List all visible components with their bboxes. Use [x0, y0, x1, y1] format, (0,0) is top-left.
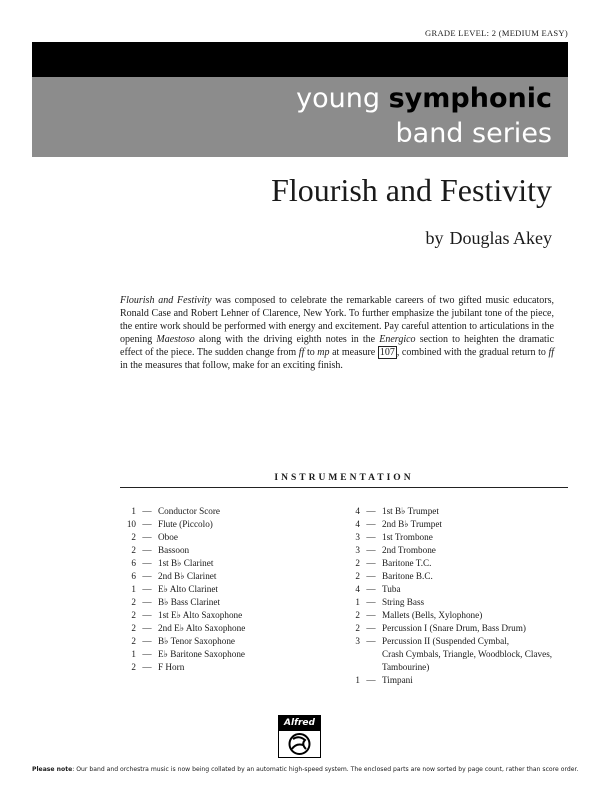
instrument-name: 2nd E♭ Alto Saxophone — [158, 623, 246, 633]
instrument-name: Bassoon — [158, 545, 190, 555]
instrument-name: Flute (Piccolo) — [158, 519, 213, 529]
instrument-name: Mallets (Bells, Xylophone) — [382, 610, 483, 620]
instrument-dash: — — [366, 558, 376, 568]
instrument-dash: — — [142, 558, 152, 568]
instrument-name: Oboe — [158, 532, 178, 542]
instrument-dash: — — [366, 597, 376, 607]
desc-maestoso: Maestoso — [156, 333, 195, 345]
instrument-qty: 2 — [131, 662, 136, 672]
instrument-dash: — — [142, 545, 152, 555]
instrument-qty: 2 — [355, 558, 360, 568]
instrument-dash: — — [366, 519, 376, 529]
series-word-young: young — [296, 83, 381, 114]
desc-text-4: at measure — [329, 346, 378, 358]
instrument-name: Percussion II (Suspended Cymbal, — [382, 636, 510, 646]
instrument-qty: 2 — [131, 623, 136, 633]
instrument-dash: — — [142, 597, 152, 607]
instrument-row — [344, 518, 552, 531]
note-label: Please note — [32, 766, 73, 773]
instrument-qty: 2 — [131, 636, 136, 646]
instrument-qty: 1 — [131, 649, 136, 659]
desc-title: Flourish and Festivity — [120, 295, 212, 306]
instrument-qty: 6 — [131, 558, 136, 568]
desc-text-1: was composed to celebrate the remarkable careers of two gifted music educators, Ronald Case and Robert Lehner of Clarence, New York. To further emphasize the jubilant tone of the piece, the entire work should be performed with energy and excitement. Pay careful attention to articulations in the opening — [120, 295, 554, 345]
instrument-dash: — — [366, 636, 376, 646]
instrument-name: 1st E♭ Alto Saxophone — [158, 610, 243, 620]
instrument-qty: 2 — [355, 610, 360, 620]
description — [120, 295, 554, 372]
instrument-row — [120, 531, 245, 544]
instrument-qty: 1 — [131, 584, 136, 594]
series-logo — [296, 81, 552, 151]
instrument-name: Percussion I (Snare Drum, Bass Drum) — [382, 623, 526, 633]
instrument-dash: — — [142, 662, 152, 672]
instrument-dash: — — [366, 506, 376, 516]
instrument-qty: 6 — [131, 571, 136, 581]
instrument-list-left — [120, 505, 245, 674]
desc-mp: mp — [317, 346, 330, 358]
instrument-row — [120, 557, 245, 570]
instrument-qty: 2 — [355, 623, 360, 633]
instrument-dash: — — [142, 610, 152, 620]
instrument-row — [344, 622, 552, 635]
instrument-row — [344, 531, 552, 544]
composer — [426, 228, 553, 249]
instrument-row — [344, 544, 552, 557]
instrument-dash: — — [366, 623, 376, 633]
instrument-row — [120, 648, 245, 661]
instrument-name: Baritone B.C. — [382, 571, 433, 581]
piece-title: Flourish and Festivity — [271, 172, 552, 208]
instrument-row — [344, 635, 552, 648]
instrument-name: 1st B♭ Trumpet — [382, 506, 439, 516]
header-black-bar — [32, 42, 568, 77]
instrument-name: E♭ Baritone Saxophone — [158, 649, 246, 659]
desc-measure-box: 107 — [379, 346, 395, 358]
instrument-qty: 2 — [355, 571, 360, 581]
note-text: : Our band and orchestra music is now being collated by an automatic high-speed system. The enclosed parts are now sorted by page count, rather than score order. — [72, 766, 579, 773]
instrument-qty: 1 — [355, 675, 360, 685]
instrument-row — [120, 596, 245, 609]
alfred-logo-text: Alfred — [279, 716, 320, 731]
instrument-dash: — — [142, 571, 152, 581]
instrument-qty: 2 — [131, 597, 136, 607]
desc-text-3: section to heighten the dramatic effect of the piece. The sudden change from — [120, 333, 555, 358]
instrument-row — [344, 609, 552, 622]
instrument-row — [120, 609, 245, 622]
instrument-qty: 10 — [126, 519, 136, 529]
instrument-dash: — — [366, 610, 376, 620]
instrument-row — [344, 557, 552, 570]
instrument-row — [344, 505, 552, 518]
instrument-dash: — — [142, 636, 152, 646]
desc-text-5: , combined with the gradual return to — [396, 346, 549, 358]
desc-ff2: ff — [548, 346, 554, 358]
instrument-name: 1st Trombone — [382, 532, 433, 542]
instrument-dash: — — [366, 532, 376, 542]
instrument-qty: 2 — [131, 545, 136, 555]
series-word-symphonic: symphonic — [388, 83, 552, 114]
instrument-name: Conductor Score — [158, 506, 221, 516]
instrument-qty: 4 — [355, 584, 360, 594]
instrument-row — [120, 505, 245, 518]
instrument-qty: 4 — [355, 506, 360, 516]
alfred-logo-mark — [279, 731, 320, 757]
instrument-qty: 1 — [355, 597, 360, 607]
instrument-qty: 3 — [355, 532, 360, 542]
instrument-row — [120, 583, 245, 596]
instrument-name: Timpani — [382, 675, 413, 685]
instrument-dash: — — [142, 532, 152, 542]
instrument-name: String Bass — [382, 597, 425, 607]
instrument-row — [344, 596, 552, 609]
instrument-name: F Horn — [158, 662, 185, 672]
instrument-name: Tuba — [382, 584, 401, 594]
instrument-row — [120, 544, 245, 557]
instrument-row — [120, 570, 245, 583]
alfred-logo — [278, 715, 321, 758]
instrument-continuation: Crash Cymbals, Triangle, Woodblock, Claves, — [382, 649, 553, 659]
instrument-list-right — [344, 505, 552, 687]
instrument-row — [344, 674, 552, 687]
instrument-qty: 2 — [131, 610, 136, 620]
series-line2: band series — [395, 118, 552, 149]
instrument-dash: — — [366, 545, 376, 555]
instrument-name: 2nd Trombone — [382, 545, 436, 555]
instrument-row — [120, 635, 245, 648]
instrument-name: Baritone T.C. — [382, 558, 432, 568]
composer-by: by — [425, 228, 444, 248]
instrument-row — [120, 518, 245, 531]
instrument-dash: — — [142, 519, 152, 529]
desc-text-2: along with the driving eighth notes in the — [194, 333, 380, 345]
instrument-row — [344, 570, 552, 583]
instrument-row — [120, 661, 245, 674]
instrument-qty: 4 — [355, 519, 360, 529]
composer-name: Douglas Akey — [449, 228, 552, 248]
series-banner — [32, 77, 568, 157]
instrumentation-heading: INSTRUMENTATION — [120, 473, 568, 488]
desc-ff: ff — [298, 346, 305, 358]
instrument-dash: — — [366, 675, 376, 685]
instrument-dash: — — [142, 506, 152, 516]
instrument-dash: — — [142, 623, 152, 633]
instrument-continuation: Tambourine) — [382, 662, 430, 672]
instrument-dash: — — [366, 571, 376, 581]
instrument-dash: — — [142, 649, 152, 659]
grade-level: GRADE LEVEL: 2 (MEDIUM EASY) — [425, 28, 568, 38]
instrument-dash: — — [142, 584, 152, 594]
instrument-name: B♭ Bass Clarinet — [158, 597, 221, 607]
instrument-row — [344, 583, 552, 596]
instrument-dash: — — [366, 584, 376, 594]
desc-energico: Energico — [379, 333, 416, 345]
collation-note — [32, 766, 579, 773]
instrument-name: 2nd B♭ Trumpet — [382, 519, 442, 529]
instrument-qty: 2 — [131, 532, 136, 542]
instrument-name: 1st B♭ Clarinet — [158, 558, 214, 568]
desc-text-6: in the measures that follow, make for an exciting finish. — [120, 359, 343, 371]
instrument-qty: 1 — [131, 506, 136, 516]
instrument-name: B♭ Tenor Saxophone — [158, 636, 236, 646]
instrument-row — [120, 622, 245, 635]
instrument-name: 2nd B♭ Clarinet — [158, 571, 217, 581]
instrument-qty: 3 — [355, 545, 360, 555]
instrument-name: E♭ Alto Clarinet — [158, 584, 218, 594]
instrument-qty: 3 — [355, 636, 360, 646]
desc-to: to — [304, 346, 318, 358]
